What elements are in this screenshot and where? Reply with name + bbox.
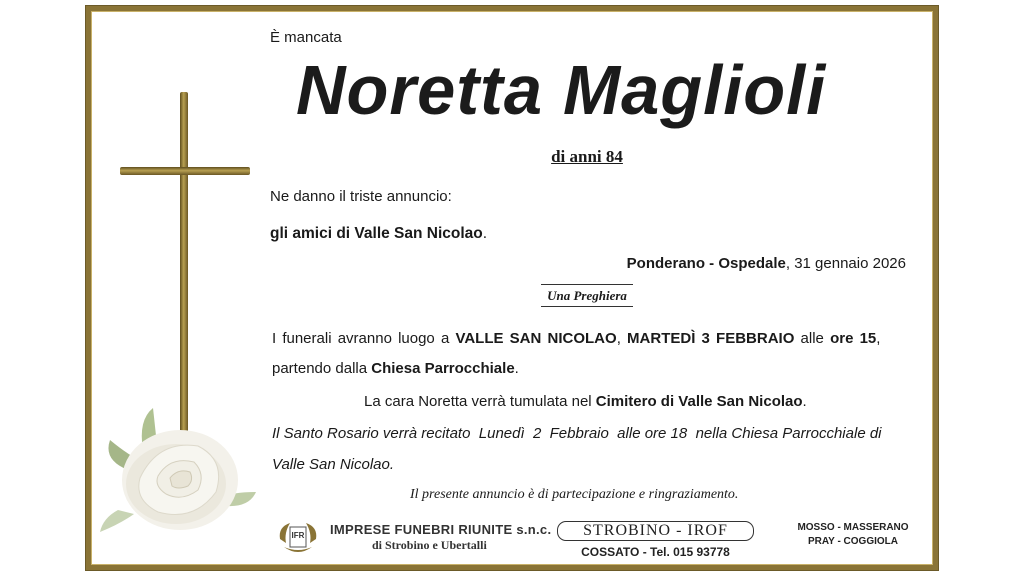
ifr-logo (276, 519, 320, 557)
funeral-comma-2: , (876, 330, 881, 347)
deceased-name: Noretta Maglioli (296, 51, 827, 129)
funeral-place: VALLE SAN NICOLAO (455, 330, 617, 347)
prayer-rule-top (541, 284, 633, 285)
svg-text:IFR: IFR (291, 531, 305, 540)
prayer-label: Una Preghiera (547, 288, 627, 303)
age-text: di anni 84 (551, 147, 623, 166)
intro-text: È mancata (270, 29, 342, 46)
cross-icon (180, 92, 188, 452)
place-date-line (627, 255, 906, 272)
funeral-alle: alle (794, 330, 831, 347)
burial-text: La cara Noretta verrà tumulata nel (364, 393, 596, 410)
funeral-text: I funerali avranno luogo a (272, 330, 456, 347)
cross-icon-bar (120, 167, 250, 175)
burial-line (364, 393, 807, 410)
family-names: gli amici di Valle San Nicolao (270, 225, 483, 242)
funeral-text-2: partendo dalla (272, 360, 372, 377)
funeral-line-2 (272, 360, 519, 377)
brand-name: STROBINO - IROF (557, 521, 754, 541)
rosary-line-1: Il Santo Rosario verrà recitato Lunedì 2 Febbraio alle ore 18 nella Chiesa Parrocchiale di (272, 425, 882, 442)
funeral-time: ore 15 (830, 330, 877, 347)
family-line (270, 225, 487, 243)
announcement-text: Ne danno il triste annuncio: (270, 188, 452, 205)
funeral-comma: , (616, 330, 628, 347)
company-name: IMPRESE FUNEBRI RIUNITE s.n.c. (330, 522, 552, 537)
burial-period: . (802, 393, 807, 410)
funeral-period: . (514, 360, 519, 377)
church-name: Chiesa Parrocchiale (371, 360, 515, 377)
notice-date: , 31 gennaio 2026 (785, 255, 906, 272)
towns-line-2: PRAY - COGGIOLA (807, 536, 898, 547)
prayer-rule-bottom (541, 306, 633, 307)
company-owners: di Strobino e Ubertalli (372, 538, 487, 552)
brand-contact: COSSATO - Tel. 015 93778 (581, 545, 730, 559)
towns-line-1: MOSSO - MASSERANO (797, 522, 909, 533)
funeral-date: MARTEDÌ 3 FEBBRAIO (627, 330, 795, 347)
family-period: . (482, 225, 488, 242)
cemetery-name: Cimitero di Valle San Nicolao (595, 393, 803, 410)
closing-text: Il presente annuncio è di partecipazione e ringraziamento. (410, 487, 739, 502)
rose-image (98, 400, 258, 540)
place-name: Ponderano - Ospedale (626, 255, 786, 272)
rosary-line-2: Valle San Nicolao. (272, 456, 395, 473)
funeral-line-1 (272, 330, 880, 347)
